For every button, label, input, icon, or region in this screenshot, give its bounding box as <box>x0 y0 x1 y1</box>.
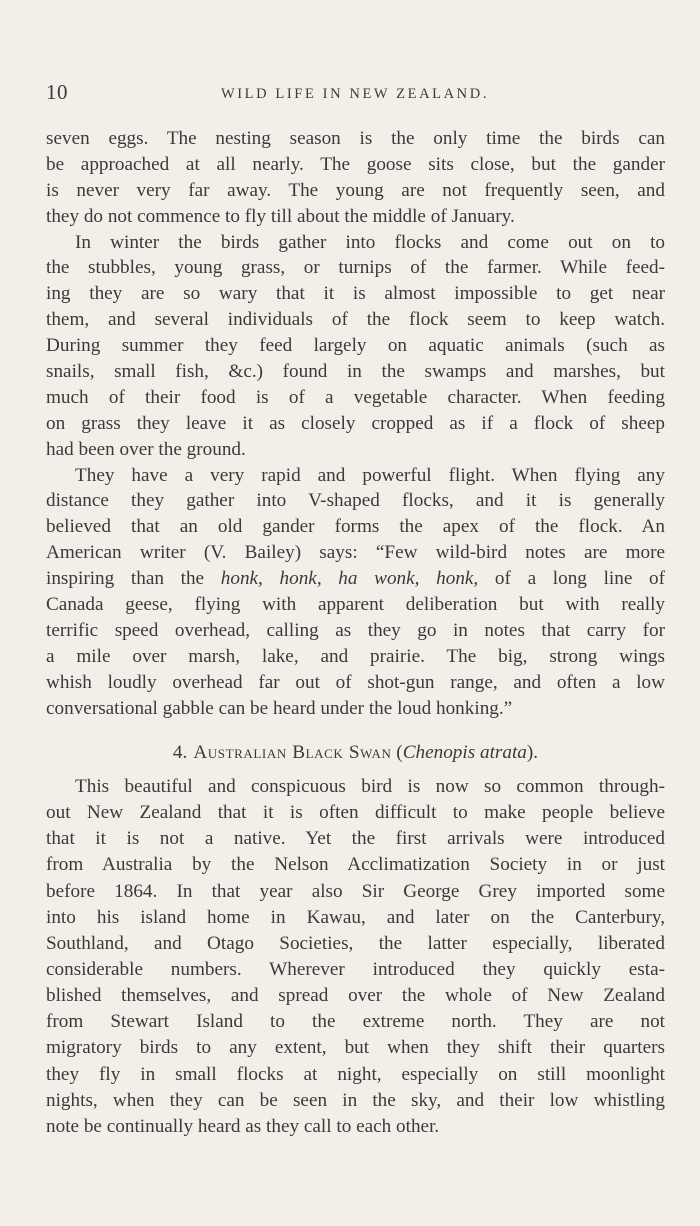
text-line: from Stewart Island to the extreme north. They are not <box>46 1011 665 1033</box>
text-line: that it is not a native. Yet the first arrivals were introduced <box>46 828 665 850</box>
text-line: is never very far away. The young are not frequently seen, and <box>46 179 665 201</box>
text-line: They have a very rapid and powerful flight. When flying any <box>75 464 665 486</box>
heading-open-paren: ( <box>396 742 403 763</box>
text-line: nights, when they can be seen in the sky, and their low whistling <box>46 1089 665 1111</box>
section-heading <box>46 740 665 766</box>
text-line: terrific speed overhead, calling as they go in notes that carry for <box>46 619 665 641</box>
text-line: In winter the birds gather into flocks and come out on to <box>75 231 665 253</box>
running-title: WILD LIFE IN NEW ZEALAND. <box>220 86 490 102</box>
text-line-honk <box>46 566 665 592</box>
text-line: note be continually heard as they call to each other. <box>46 1115 440 1137</box>
heading-number: 4. <box>172 742 188 763</box>
page-number: 10 <box>46 80 68 104</box>
text-line: be approached at all nearly. The goose sits close, but the gander <box>46 153 665 175</box>
honk-line-after: of a long line of <box>494 568 666 590</box>
text-line: snails, small fish, &c.) found in the swamps and marshes, but <box>46 361 665 383</box>
text-line: they fly in small flocks at night, especially on still moonlight <box>46 1063 665 1085</box>
honk-call-italic: honk, honk, ha wonk, honk, <box>220 568 479 590</box>
text-line: conversational gabble can be heard under the loud honking.” <box>46 697 513 719</box>
heading-common-name: Australian Black Swan <box>193 742 392 763</box>
honk-line-before: inspiring than the <box>46 568 205 590</box>
text-line: much of their food is of a vegetable character. When feeding <box>46 386 665 408</box>
text-line: ing they are so wary that it is almost impossible to get near <box>46 283 665 305</box>
text-line: Southland, and Otago Societies, the latter especially, liberated <box>46 932 665 954</box>
text-line: out New Zealand that it is often difficult to make people believe <box>46 802 665 824</box>
text-line: before 1864. In that year also Sir George Grey imported some <box>46 880 665 902</box>
heading-close-paren: ). <box>526 742 539 763</box>
text-line: they do not commence to fly till about the middle of January. <box>46 205 515 227</box>
text-line: Canada geese, flying with apparent deliberation but with really <box>46 594 665 616</box>
text-line: seven eggs. The nesting season is the only time the birds can <box>46 128 665 149</box>
text-line: During summer they feed largely on aquatic animals (such as <box>46 335 665 357</box>
text-line: distance they gather into V-shaped flocks, and it is generally <box>46 490 665 512</box>
text-line: American writer (V. Bailey) says: “Few wild-bird notes are more <box>46 542 665 564</box>
page-header <box>46 80 664 108</box>
body-text-section-2 <box>46 774 665 1140</box>
heading-latin-name: Chenopis atrata <box>402 742 527 763</box>
text-line: whish loudly overhead far out of shot-gun range, and often a low <box>46 671 665 693</box>
text-line: believed that an old gander forms the apex of the flock. An <box>46 516 665 538</box>
text-line: from Australia by the Nelson Acclimatization Society in or just <box>46 854 665 876</box>
text-line: had been over the ground. <box>46 438 246 460</box>
text-line: This beautiful and conspicuous bird is now so common through- <box>75 776 665 797</box>
text-line: into his island home in Kawau, and later on the Canterbury, <box>46 906 665 928</box>
text-line: them, and several individuals of the flock seem to keep watch. <box>46 309 665 331</box>
text-line: blished themselves, and spread over the whole of New Zealand <box>46 985 665 1007</box>
text-line: considerable numbers. Wherever introduced they quickly esta- <box>46 958 665 980</box>
text-line: on grass they leave it as closely cropped as if a flock of sheep <box>46 412 665 434</box>
text-line: a mile over marsh, lake, and prairie. The big, strong wings <box>46 645 665 667</box>
text-line: migratory birds to any extent, but when they shift their quarters <box>46 1037 665 1059</box>
text-line: the stubbles, young grass, or turnips of the farmer. While feed- <box>46 257 665 279</box>
body-text-section-1 <box>46 126 665 721</box>
